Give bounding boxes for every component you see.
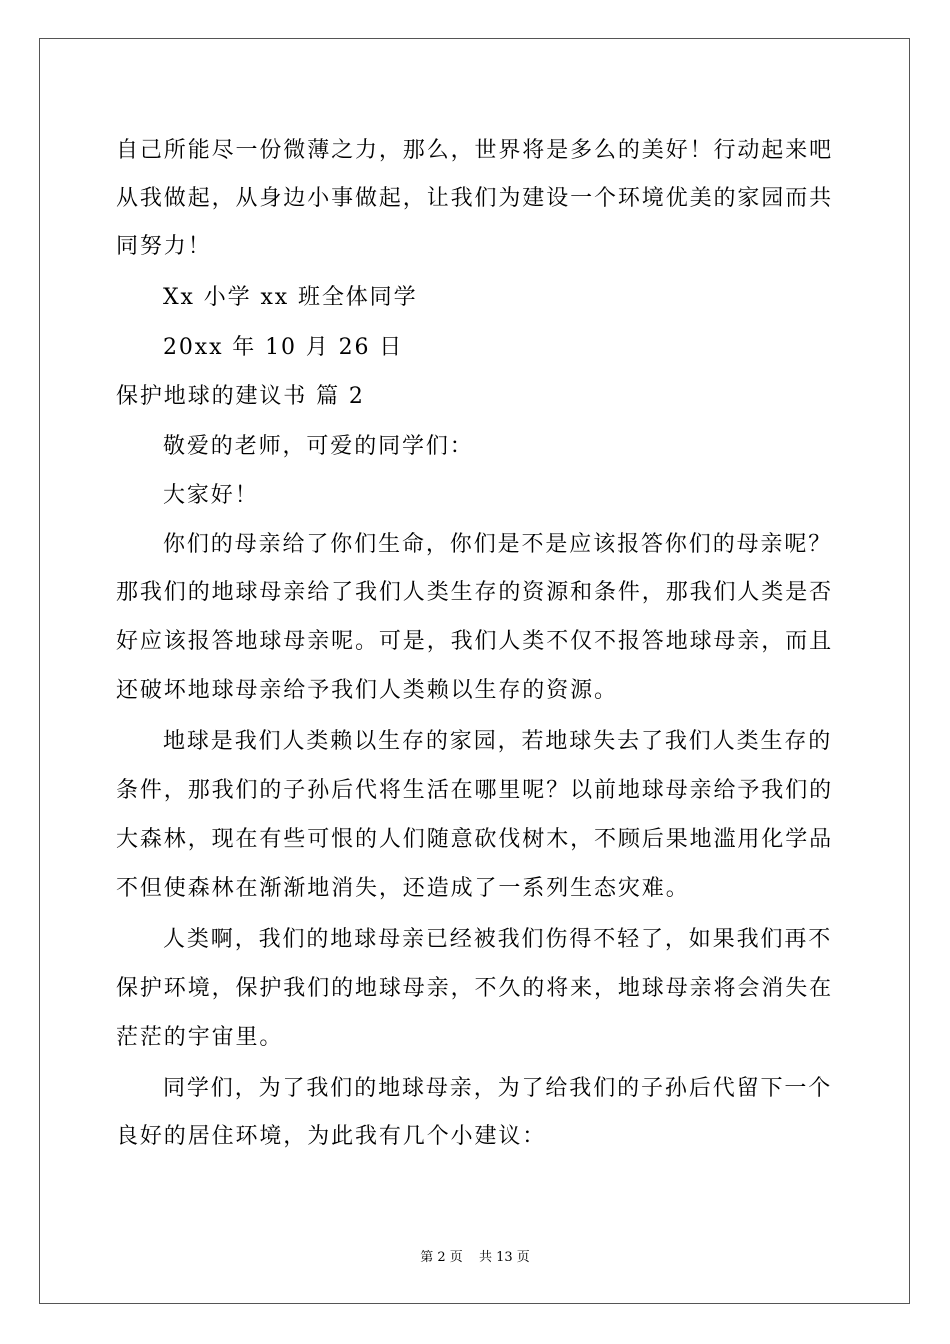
page-footer (0, 1246, 950, 1265)
section-heading: 保护地球的建议书 篇 2 (116, 384, 365, 409)
body-line: 人类啊，我们的地球母亲已经被我们伤得不轻了，如果我们再不 (163, 927, 833, 952)
body-line: 地球是我们人类赖以生存的家园，若地球失去了我们人类生存的 (163, 729, 833, 754)
signature-line: Xx 小学 xx 班全体同学 (163, 285, 418, 310)
body-line: 不但使森林在渐渐地消失，还造成了一系列生态灾难。 (116, 876, 690, 901)
page-total: 共 13 页 (478, 1250, 530, 1265)
date-line: 20xx 年 10 月 26 日 (163, 335, 404, 360)
salutation-line: 敬爱的老师，可爱的同学们： (163, 434, 474, 459)
body-line: 你们的母亲给了你们生命，你们是不是应该报答你们的母亲呢？ (163, 532, 833, 557)
page-frame (39, 38, 910, 1304)
body-line: 茫茫的宇宙里。 (116, 1025, 284, 1050)
body-line: 条件，那我们的子孙后代将生活在哪里呢？以前地球母亲给予我们的 (116, 778, 834, 803)
body-line: 同学们，为了我们的地球母亲，为了给我们的子孙后代留下一个 (163, 1076, 833, 1101)
body-line: 自己所能尽一份微薄之力，那么，世界将是多么的美好！行动起来吧 (116, 138, 834, 163)
body-line: 良好的居住环境，为此我有几个小建议： (116, 1124, 547, 1149)
body-line: 从我做起，从身边小事做起，让我们为建设一个环境优美的家园而共 (116, 186, 834, 211)
body-line: 保护环境，保护我们的地球母亲，不久的将来，地球母亲将会消失在 (116, 976, 834, 1001)
body-line: 同努力！ (116, 234, 212, 259)
body-line: 大森林，现在有些可恨的人们随意砍伐树木，不顾后果地滥用化学品 (116, 827, 834, 852)
body-line: 那我们的地球母亲给了我们人类生存的资源和条件，那我们人类是否 (116, 580, 834, 605)
page-number: 第 2 页 (420, 1250, 463, 1265)
body-line: 还破坏地球母亲给予我们人类赖以生存的资源。 (116, 678, 618, 703)
body-line: 好应该报答地球母亲呢。可是，我们人类不仅不报答地球母亲，而且 (116, 629, 834, 654)
greeting-line: 大家好！ (163, 483, 259, 508)
